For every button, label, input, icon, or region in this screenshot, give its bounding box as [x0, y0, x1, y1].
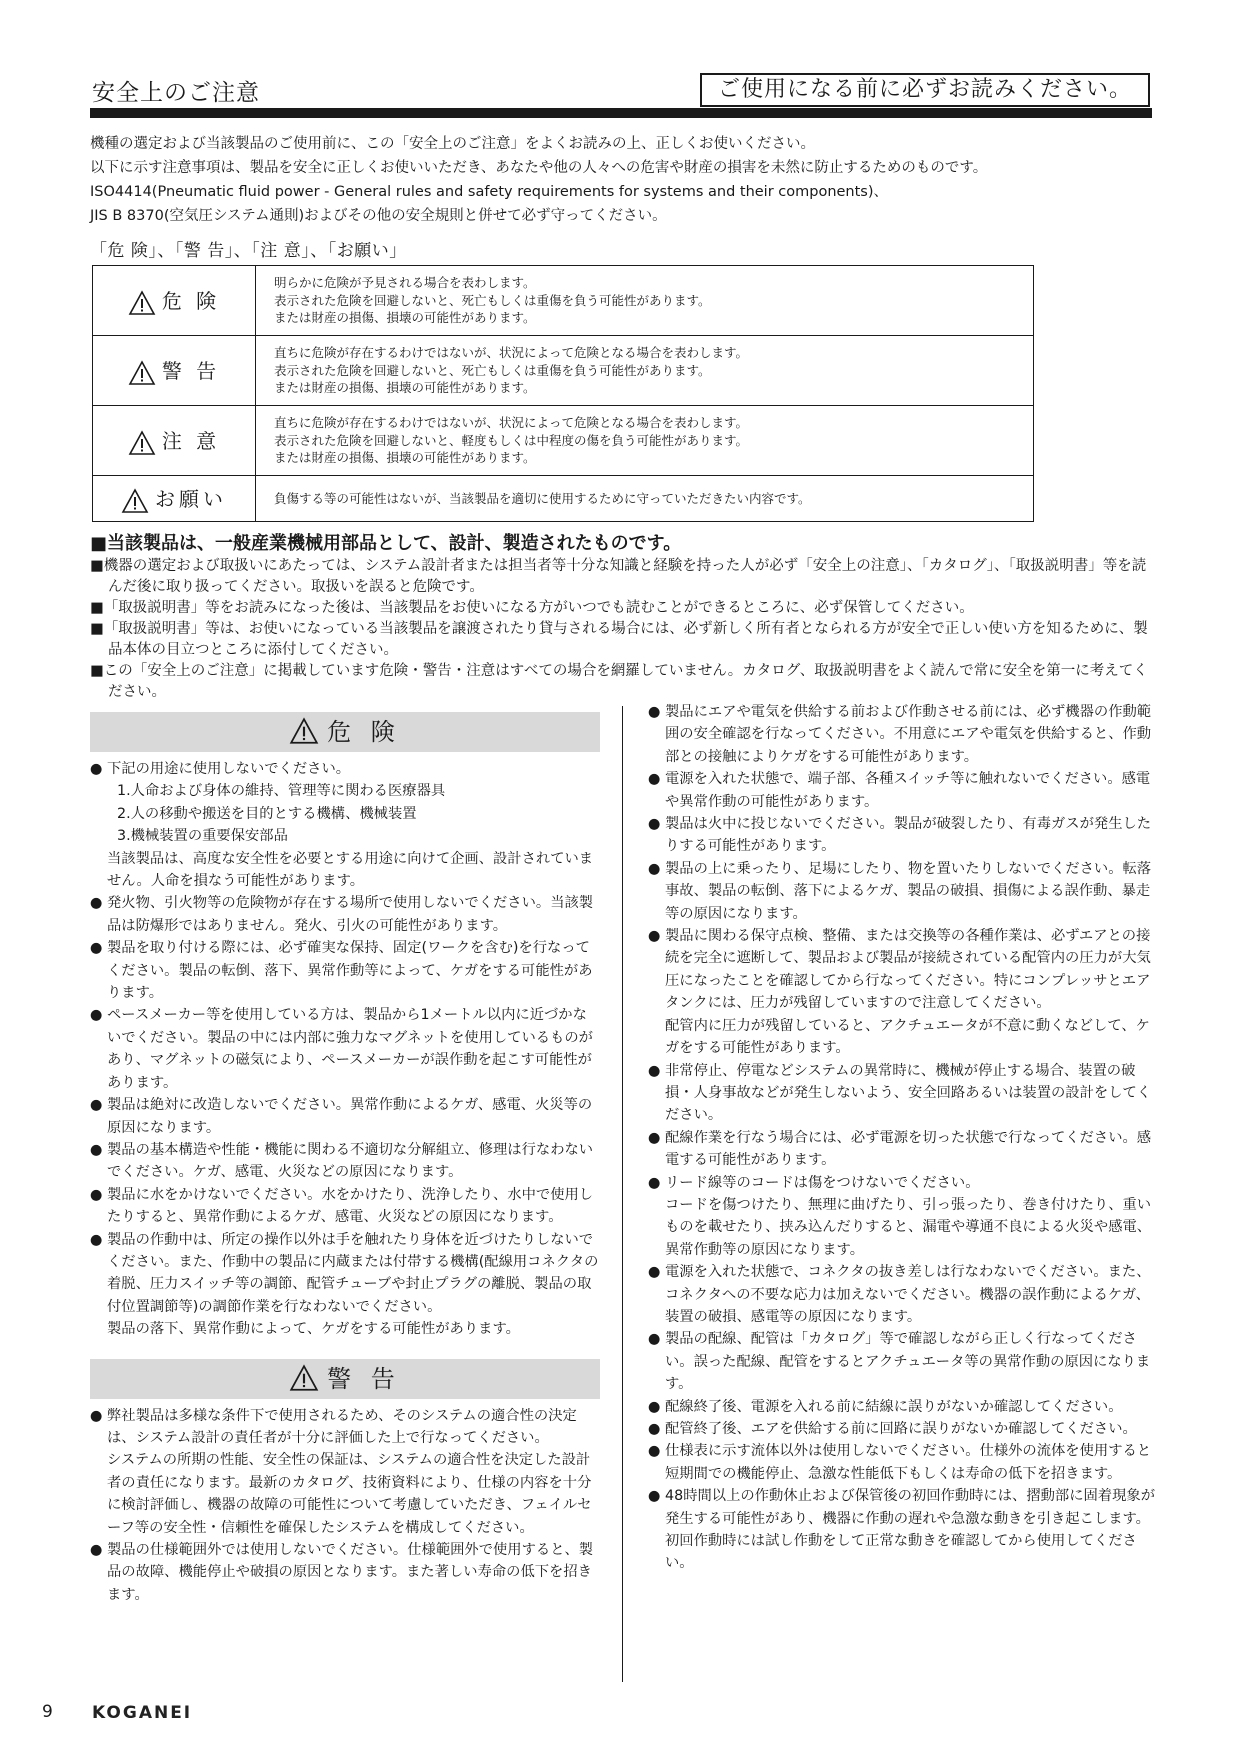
warning-item: ● 仕様表に示す流体以外は使用しないでください。仕様外の流体を使用すると短期間での機能停止、急激な性能低下もしくは寿命の低下を招きます。: [648, 1440, 1158, 1485]
warning-item: ● 製品の配線、配管は「カタログ」等で確認しながら正しく行なってください。誤った配線、配管をするとアクチュエータ等の異常作動の原因になります。: [648, 1328, 1158, 1395]
header-rule: [90, 108, 1152, 118]
bullet-icon: ●: [90, 1007, 103, 1024]
signal-desc-line: または財産の損傷、損壊の可能性があります。: [274, 310, 536, 326]
bullet-icon: ●: [648, 1443, 661, 1460]
bullet-icon: ●: [648, 1174, 661, 1191]
danger-item: ● 発火物、引火物等の危険物が存在する場所で使用しないでください。当該製品は防爆形ではありません。発火、引火の可能性があります。: [90, 892, 600, 937]
bullet-icon: ●: [648, 1398, 661, 1415]
bullet-icon: ●: [90, 895, 103, 912]
signal-label: お願い: [155, 487, 227, 512]
signal-label: 注 意: [161, 429, 221, 454]
warning-note: コードを傷つけたり、無理に曲げたり、引っ張ったり、巻き付けたり、重いものを載せたり、挟み込んだりすると、漏電や導通不良による火災や感電、異常作動等の原因になります。: [665, 1196, 1152, 1258]
bullet-icon: ●: [90, 1141, 103, 1158]
danger-sublist-item: 2.人の移動や搬送を目的とする機構、機械装置: [117, 805, 417, 822]
general-notes: [90, 532, 1160, 703]
warning-item: ● 製品にエアや電気を供給する前および作動させる前には、必ず機器の作動範囲の安全確認を行なってください。不用意にエアや電気を供給すると、作動部との接触によりケガをする可能性があります。: [648, 701, 1158, 768]
warning-item: ● 製品に関わる保守点検、整備、または交換等の各種作業は、必ずエアとの接続を完全に遮断して、製品および製品が接続されている配管内の圧力が大気圧になったことを確認してから行なってください。特にコンプレッサとエアタンクには、圧力が残留していますので注意してください。: [648, 925, 1158, 1015]
signal-desc-line: 負傷する等の可能性はないが、当該製品を適切に使用するために守っていただきたい内容です。: [274, 490, 811, 506]
danger-heading-label: 危 険: [327, 718, 401, 746]
bullet-icon: ●: [648, 816, 661, 833]
signal-row-caution: [93, 406, 1034, 476]
danger-item: ● 下記の用途に使用しないでください。: [90, 758, 600, 780]
warning-triangle-icon: [128, 290, 156, 316]
bullet-icon: ●: [90, 1407, 103, 1424]
bullet-icon: ●: [90, 1542, 103, 1558]
danger-item: ● 製品に水をかけないでください。水をかけたり、洗浄したり、水中で使用したりすると、異常作動によるケガ、感電、火災などの原因になります。: [90, 1184, 600, 1229]
danger-item: ● 製品は絶対に改造しないでください。異常作動によるケガ、感電、火災等の原因になります。: [90, 1094, 600, 1139]
warning-item: ● 電源を入れた状態で、コネクタの抜き差しは行なわないでください。また、コネクタへの不要な応力は加えないでください。機器の誤作動によるケガ、装置の破損、感電等の原因になります。: [648, 1261, 1158, 1328]
signal-row-warning: [93, 336, 1034, 406]
warning-item: ● 弊社製品は多様な条件下で使用されるため、そのシステムの適合性の決定は、システム設計の責任者が十分に評価した上で行なってください。: [90, 1405, 600, 1450]
koganei-logo: KOGANEI: [92, 1703, 193, 1723]
note-item: ■機器の選定および取扱いにあたっては、システム設計者または担当者等十分な知識と経験を持った人が必ず「安全上の注意」、「カタログ」、「取扱説明書」等を読んだ後に取り扱ってください。取扱いを誤ると危険です。: [90, 558, 1147, 595]
bullet-icon: ●: [90, 761, 103, 777]
note-item: ■「取扱説明書」等は、お使いになっている当該製品を譲渡されたり貸与される場合には、必ず新しく所有者となられる方が安全で正しい使い方を知るために、製品本体の目立つところに添付してください。: [90, 621, 1148, 658]
warning-item: ● 電源を入れた状態で、端子部、各種スイッチ等に触れないでください。感電や異常作動の可能性があります。: [648, 768, 1158, 813]
intro-paragraph: [90, 132, 1160, 228]
signal-row-danger: [93, 266, 1034, 336]
warning-item: ● 48時間以上の作動休止および保管後の初回作動時には、摺動部に固着現象が発生する可能性があり、機器に作動の遅れや急激な動きを引き起こします。初回作動時には試し作動をして正常な動きを確認してから使用してください。: [648, 1485, 1158, 1575]
signal-label: 警 告: [161, 359, 221, 384]
warning-triangle-icon: [128, 430, 156, 456]
warning-triangle-icon: [121, 488, 149, 514]
warning-section-heading: [90, 1359, 600, 1399]
signal-desc-line: 明らかに危険が予見される場合を表わします。: [274, 275, 536, 291]
signal-desc-line: または財産の損傷、損壊の可能性があります。: [274, 450, 536, 466]
page-title: 安全上のご注意: [92, 80, 260, 106]
intro-line: 以下に示す注意事項は、製品を安全に正しくお使いいただき、あなたや他の人々への危害や財産の損害を未然に防止するためのものです。: [90, 160, 988, 176]
warning-triangle-icon: [289, 1364, 319, 1392]
signal-desc-line: 直ちに危険が存在するわけではないが、状況によって危険となる場合を表わします。: [274, 415, 749, 431]
bullet-icon: ●: [648, 771, 661, 788]
danger-item: ● 製品を取り付ける際には、必ず確実な保持、固定(ワークを含む)を行なってください。製品の転倒、落下、異常作動等によって、ケガをする可能性があります。: [90, 937, 600, 1004]
bullet-icon: ●: [648, 1264, 661, 1281]
warning-item: ● 製品は火中に投じないでください。製品が破裂したり、有毒ガスが発生したりする可能性があります。: [648, 813, 1158, 858]
warning-item: ● 非常停止、停電などシステムの異常時に、機械が停止する場合、装置の破損・人身事故などが発生しないよう、安全回路あるいは装置の設計をしてください。: [648, 1060, 1158, 1127]
bullet-icon: ●: [648, 860, 661, 877]
column-divider: [622, 706, 623, 1682]
warning-triangle-icon: [289, 717, 319, 745]
notes-headline: ■当該製品は、一般産業機械用部品として、設計、製造されたものです。: [90, 533, 682, 554]
danger-item: ● 製品の作動中は、所定の操作以外は手を触れたり身体を近づけたりしないでください。また、作動中の製品に内蔵または付帯する機構(配線用コネクタの着脱、圧力スイッチ等の調節、配管チューブや封止プラグの離脱、製品の取付位置調節等)の調節作業を行なわないでください。: [90, 1229, 600, 1319]
warning-note: システムの所期の性能、安全性の保証は、システムの適合性を決定した設計者の責任になります。最新のカタログ、技術資料により、仕様の内容を十分に検討評価し、機器の故障の可能性について考慮していただき、フェイルセーフ等の安全性・信頼性を確保したシステムを構成してください。: [107, 1452, 592, 1536]
right-column: [648, 701, 1158, 1575]
danger-item: ● 製品の基本構造や性能・機能に関わる不適切な分解組立、修理は行なわないでください。ケガ、感電、火災などの原因になります。: [90, 1139, 600, 1184]
read-before-use-notice: ご使用になる前に必ずお読みください。: [700, 73, 1150, 107]
bullet-icon: ●: [648, 1421, 661, 1437]
left-column: [90, 712, 600, 1606]
signal-desc-line: 表示された危険を回避しないと、軽度もしくは中程度の傷を負う可能性があります。: [274, 432, 749, 448]
bullet-icon: ●: [648, 1331, 661, 1348]
signal-desc-line: 直ちに危険が存在するわけではないが、状況によって危険となる場合を表わします。: [274, 345, 749, 361]
warning-note: 配管内に圧力が残留していると、アクチュエータが不意に動くなどして、ケガをする可能性があります。: [665, 1017, 1150, 1057]
warning-triangle-icon: [128, 360, 156, 386]
danger-sublist-item: 3.機械装置の重要保安部品: [117, 828, 288, 845]
page-number: 9: [42, 1702, 53, 1722]
bullet-icon: ●: [90, 1231, 103, 1248]
warning-item: ● 配管終了後、エアを供給する前に回路に誤りがないか確認してください。: [648, 1418, 1158, 1440]
danger-section-heading: [90, 712, 600, 752]
warning-item: ● 製品の上に乗ったり、足場にしたり、物を置いたりしないでください。転落事故、製品の転倒、落下によるケガ、製品の破損、損傷による誤作動、暴走等の原因になります。: [648, 858, 1158, 925]
bullet-icon: ●: [648, 1488, 661, 1505]
warning-item: ● リード線等のコードは傷をつけないでください。: [648, 1172, 1158, 1194]
bullet-icon: ●: [648, 1129, 661, 1146]
danger-sublist-item: 1.人命および身体の維持、管理等に関わる医療器具: [117, 783, 446, 800]
danger-note: 製品の落下、異常作動によって、ケガをする可能性があります。: [107, 1321, 520, 1338]
danger-note: 当該製品は、高度な安全性を必要とする用途に向けて企画、設計されていません。人命を損なう可能性があります。: [107, 850, 594, 890]
signal-row-request: [93, 476, 1034, 522]
intro-line: ISO4414(Pneumatic fluid power - General rules and safety requirements for systems and their components)、: [90, 184, 889, 200]
signal-desc-line: 表示された危険を回避しないと、死亡もしくは重傷を負う可能性があります。: [274, 292, 711, 308]
note-item: ■この「安全上のご注意」に掲載しています危険・警告・注意はすべての場合を網羅していません。カタログ、取扱説明書をよく読んで常に安全を第一に考えてください。: [90, 663, 1148, 700]
bullet-icon: ●: [90, 940, 103, 957]
signal-categories-heading: 「危 険」、「警 告」、「注 意」、「お願い」: [90, 241, 407, 261]
bullet-icon: ●: [90, 1097, 103, 1114]
signal-label: 危 険: [161, 289, 221, 314]
bullet-icon: ●: [90, 1186, 103, 1203]
note-item: ■「取扱説明書」等をお読みになった後は、当該製品をお使いになる方がいつでも読むことができるところに、必ず保管してください。: [90, 600, 974, 616]
warning-item: ● 配線終了後、電源を入れる前に結線に誤りがないか確認してください。: [648, 1396, 1158, 1418]
bullet-icon: ●: [648, 928, 661, 945]
intro-line: JIS B 8370(空気圧システム通則)およびその他の安全規則と併せて必ず守ってください。: [90, 208, 667, 224]
signal-desc-line: 表示された危険を回避しないと、死亡もしくは重傷を負う可能性があります。: [274, 362, 711, 378]
signal-word-table: [92, 265, 1034, 522]
intro-line: 機種の選定および当該製品のご使用前に、この「安全上のご注意」をよくお読みの上、正しくお使いください。: [90, 136, 815, 152]
warning-heading-label: 警 告: [327, 1364, 401, 1393]
signal-desc-line: または財産の損傷、損壊の可能性があります。: [274, 380, 536, 396]
warning-item: ● 製品の仕様範囲外では使用しないでください。仕様範囲外で使用すると、製品の故障、機能停止や破損の原因となります。また著しい寿命の低下を招きます。: [90, 1539, 600, 1606]
bullet-icon: ●: [648, 704, 661, 720]
danger-item: ● ペースメーカー等を使用している方は、製品から1メートル以内に近づかないでください。製品の中には内部に強力なマグネットを使用しているものがあり、マグネットの磁気により、ペースメーカーが誤作動を起こす可能性があります。: [90, 1004, 600, 1094]
warning-item: ● 配線作業を行なう場合には、必ず電源を切った状態で行なってください。感電する可能性があります。: [648, 1127, 1158, 1172]
bullet-icon: ●: [648, 1062, 661, 1079]
